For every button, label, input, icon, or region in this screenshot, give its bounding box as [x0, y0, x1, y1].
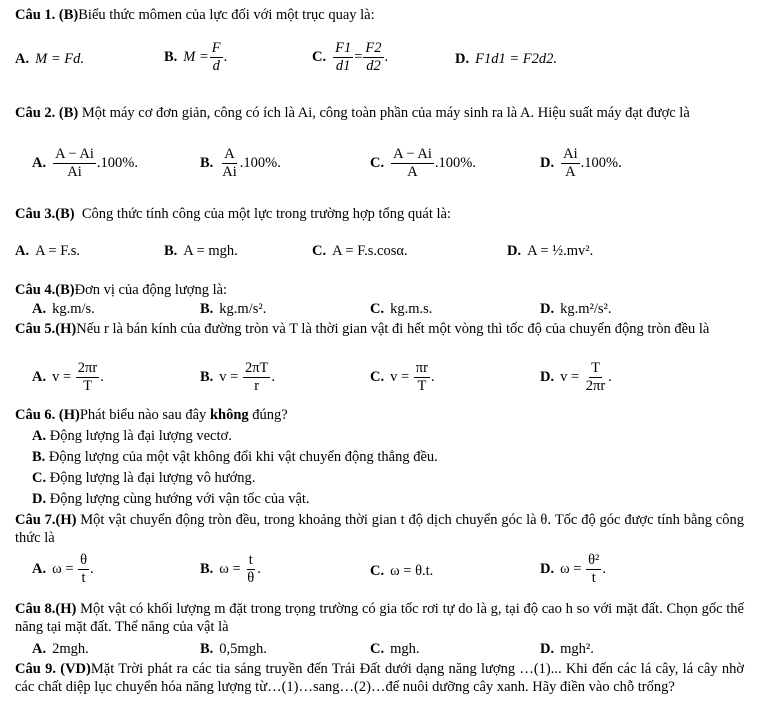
question-1-text: Biểu thức mômen của lực đối với một trục quay là: [78, 7, 375, 23]
question-7-title: Câu 7.(H) [15, 512, 77, 528]
question-1-options [0, 40, 758, 84]
question-5-options [0, 360, 758, 404]
q1-option-c[interactable]: C. $\frac{F1}{d1}$ = $\frac{F2}{d2}$ . [312, 40, 389, 74]
q6-option-d[interactable]: D. Động lượng cùng hướng với vận tốc của vật. [32, 491, 310, 507]
q8-option-d[interactable]: D. mgh². [540, 641, 594, 657]
q6-option-b[interactable]: B. Động lượng của một vật không đổi khi vật chuyển động thẳng đều. [32, 449, 438, 465]
q3-option-c[interactable]: C. A = F.s.cosα. [312, 243, 408, 259]
question-1 [15, 6, 744, 24]
question-2-text: Một máy cơ đơn giản, công có ích là Ai, công toàn phần của máy sinh ra là A. Hiệu suất máy đạt được là [81, 105, 690, 121]
fraction: $\frac{A}{Ai}$ [222, 146, 237, 180]
fraction: $\frac{T}{2\pi r}$ [585, 360, 606, 394]
q7-option-c[interactable]: C. ω = θ.t. [370, 563, 434, 579]
question-6: Câu 6. (H)Phát biểu nào sau đây không đúng? [15, 407, 288, 423]
question-7 [15, 511, 744, 547]
q7-option-a[interactable]: A. ω = $\frac{\theta}{t}$ . [32, 552, 94, 586]
q5-option-d[interactable]: D. v = $\frac{T}{2\pi r}$ . [540, 360, 612, 394]
q1-option-d[interactable]: D. F1d1 = F2d2. [455, 51, 557, 67]
q2-option-b[interactable]: B. $\frac{A}{Ai}$ .100%. [200, 146, 281, 180]
question-3-options [0, 242, 758, 264]
question-8-text: Một vật có khối lượng m đặt trong trọng trường có gia tốc rơi tự do là g, tại độ cao h so với mặt đất. Chọn gốc thế năng tại mặt đất. Thế năng của vật là [15, 601, 744, 636]
q4-option-c[interactable]: C. kg.m.s. [370, 301, 433, 317]
fraction: $\frac{\pi r}{T}$ [415, 360, 428, 394]
question-9 [15, 660, 744, 696]
fraction: $\frac{\theta}{t}$ [80, 552, 88, 586]
question-2-options [0, 146, 758, 190]
question-4-text: Đơn vị của động lượng là: [74, 282, 228, 298]
q5-option-c[interactable]: C. v = $\frac{\pi r}{T}$ . [370, 360, 435, 394]
question-4-title: Câu 4.(B) [15, 282, 75, 298]
question-8-title: Câu 8.(H) [15, 601, 77, 617]
q7-option-b[interactable]: B. ω = $\frac{t}{\theta}$ . [200, 552, 261, 586]
fraction: $\frac{A - Ai}{A}$ [393, 146, 432, 180]
q8-option-b[interactable]: B. 0,5mgh. [200, 641, 267, 657]
fraction: $\frac{Ai}{A}$ [563, 146, 578, 180]
question-4 [15, 281, 744, 299]
fraction: $\frac{F}{d}$ [211, 40, 221, 74]
fraction: $\frac{\text{θ²}}{t}$ [588, 552, 600, 586]
q6-option-c[interactable]: C. Động lượng là đại lượng vô hướng. [32, 470, 256, 486]
question-9-text: Mặt Trời phát ra các tia sáng truyền đến Trái Đất dưới dạng năng lượng …(1)... Khi đến các lá cây, lá cây nhờ các chất diệp lục chuyển hóa năng lượng từ…(1)…sang…(2)…để nuôi dưỡng cây xanh. Hãy điền vào chỗ trống? [15, 661, 744, 696]
question-8 [15, 600, 744, 636]
q8-option-c[interactable]: C. mgh. [370, 641, 420, 657]
q4-option-a[interactable]: A. kg.m/s. [32, 301, 95, 317]
question-9-title: Câu 9. (VD) [15, 661, 91, 677]
q2-option-a[interactable]: A. $\frac{A - Ai}{Ai}$ .100%. [32, 146, 139, 180]
fraction: $\frac{t}{\theta}$ [247, 552, 255, 586]
fraction: $\frac{F1}{d1}$ [335, 40, 352, 74]
question-8-options [0, 640, 758, 662]
question-2 [15, 104, 744, 122]
question-3-title: Câu 3.(B) [15, 206, 75, 222]
question-5-text: Nếu r là bán kính của đường tròn và T là thời gian vật đi hết một vòng thì tốc độ của chuyển động tròn đều là [76, 321, 710, 337]
fraction: $\frac{2\pi T}{r}$ [244, 360, 269, 394]
question-2-title: Câu 2. (B) [15, 105, 79, 121]
q5-option-b[interactable]: B. v = $\frac{2\pi T}{r}$ . [200, 360, 276, 394]
q7-option-d[interactable]: D. ω = $\frac{\text{θ²}}{t}$ . [540, 552, 607, 586]
question-1-title: Câu 1. (B) [15, 7, 79, 23]
q4-option-b[interactable]: B. kg.m/s². [200, 301, 267, 317]
q4-option-d[interactable]: D. kg.m²/s². [540, 301, 612, 317]
q3-option-d[interactable]: D. A = ½.mv². [507, 243, 594, 259]
q5-option-a[interactable]: A. v = $\frac{2\pi r}{T}$ . [32, 360, 104, 394]
fraction: $\frac{2\pi r}{T}$ [77, 360, 98, 394]
question-5-title: Câu 5.(H) [15, 321, 77, 337]
q3-option-b[interactable]: B. A = mgh. [164, 243, 238, 259]
q3-option-a[interactable]: A. A = F.s. [15, 243, 81, 259]
q2-option-c[interactable]: C. $\frac{A - Ai}{A}$ .100%. [370, 146, 477, 180]
question-4-options [0, 300, 758, 322]
q2-option-d[interactable]: D. $\frac{Ai}{A}$ .100%. [540, 146, 622, 180]
question-7-options [0, 552, 758, 596]
q1-option-a[interactable]: A. M = Fd. [15, 51, 84, 67]
question-3 [15, 205, 744, 223]
q1-option-b[interactable]: B. M = $\frac{F}{d}$ . [164, 40, 228, 74]
q6-option-a[interactable]: A. Động lượng là đại lượng vectơ. [32, 428, 232, 444]
question-5 [15, 320, 744, 338]
question-7-text: Một vật chuyển động tròn đều, trong khoảng thời gian t độ dịch chuyển góc là θ. Tốc độ góc được tính bằng công thức là [15, 512, 744, 547]
question-6-title: Câu 6. (H) [15, 407, 80, 423]
question-3-text: Công thức tính công của một lực trong trường hợp tổng quát là: [81, 206, 452, 222]
q8-option-a[interactable]: A. 2mgh. [32, 641, 89, 657]
fraction: $\frac{A - Ai}{Ai}$ [55, 146, 94, 180]
fraction: $\frac{F2}{d2}$ [365, 40, 382, 74]
